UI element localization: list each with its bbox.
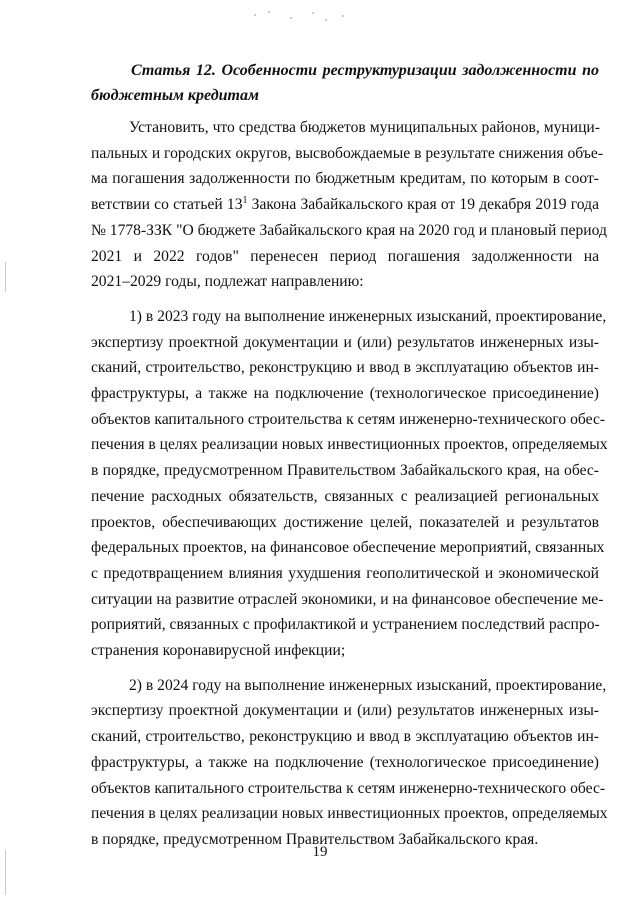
item-2-line: сканий, строительство, реконструкцию и ввод в эксплуатацию объектов ин- <box>91 728 599 746</box>
page-number: 19 <box>312 844 328 860</box>
superscript: 1 <box>242 194 248 206</box>
item-2-line: фраструктуры, а также на подключение (технологическое присоединение) <box>91 753 599 771</box>
item-1-line: в порядке, предусмотренном Правительством Забайкальского края, на обес- <box>91 462 599 480</box>
intro-line-part: ветствии со статьей 13 <box>91 196 243 214</box>
intro-line-part: Закона Забайкальского края от 19 декабря 2019 года <box>247 196 599 214</box>
intro-line: 2021 и 2022 годов" перенесен период погашения задолженности на <box>91 247 599 265</box>
intro-line <box>91 192 599 218</box>
item-1-line: роприятий, связанных с профилактикой и устранением последствий распро- <box>91 616 600 634</box>
item-1-line: печение расходных обязательств, связанных с реализацией региональных <box>91 487 599 505</box>
item-1-line: с предотвращением влияния ухудшения геополитической и экономической <box>91 564 599 582</box>
item-1-line: фраструктуры, а также на подключение (технологическое присоединение) <box>91 385 599 403</box>
item-2-line: печения в целях реализации новых инвестиционных проектов, определяемых <box>91 805 608 823</box>
item-1-line: печения в целях реализации новых инвестиционных проектов, определяемых <box>91 436 608 454</box>
intro-line: Установить, что средства бюджетов муниципальных районов, муници- <box>129 119 600 136</box>
item-1-line: проектов, обеспечивающих достижение целей, показателей и результатов <box>91 513 599 531</box>
item-1-line: сканий, строительство, реконструкцию и ввод в эксплуатацию объектов ин- <box>91 359 599 377</box>
intro-line: пальных и городских округов, высвобождаемые в результате снижения объе- <box>91 144 604 162</box>
scan-artifact <box>250 8 360 26</box>
article-heading-line-1: Статья 12. Особенности реструктуризации задолженности по <box>131 62 599 79</box>
article-heading <box>91 58 599 108</box>
item-2-line: 2) в 2024 году на выполнение инженерных изысканий, проектирование, <box>129 676 607 694</box>
article-heading-line-2: бюджетным кредитам <box>91 87 259 104</box>
item-1-paragraph <box>91 304 608 664</box>
item-2-line: экспертизу проектной документации и (или) результатов инженерных изы- <box>91 702 599 720</box>
item-2-paragraph <box>91 673 608 853</box>
item-1-line: федеральных проектов, на финансовое обеспечение мероприятий, связанных <box>91 539 605 557</box>
intro-line: ма погашения задолженности по бюджетным кредитам, по которым в соот- <box>91 170 599 188</box>
item-2-line: в порядке, предусмотренном Правительством Забайкальского края. <box>91 830 539 848</box>
intro-line: 2021–2029 годы, подлежат направлению: <box>91 273 364 291</box>
item-1-line: ситуации на развитие отраслей экономики, и на финансовое обеспечение ме- <box>91 590 604 608</box>
intro-line: № 1778-ЗЗК "О бюджете Забайкальского края на 2020 год и плановый период <box>91 221 607 239</box>
item-1-line: экспертизу проектной документации и (или) результатов инженерных изы- <box>91 333 599 351</box>
item-2-line: объектов капитального строительства к сетям инженерно-технического обес- <box>91 779 606 797</box>
intro-paragraph <box>91 115 607 295</box>
scan-edge-mark <box>5 262 6 292</box>
document-body <box>91 58 608 853</box>
item-1-line: 1) в 2023 году на выполнение инженерных изысканий, проектирование, <box>129 307 607 325</box>
item-1-line: странения коронавирусной инфекции; <box>91 642 346 660</box>
item-1-line: объектов капитального строительства к сетям инженерно-технического обес- <box>91 410 606 428</box>
